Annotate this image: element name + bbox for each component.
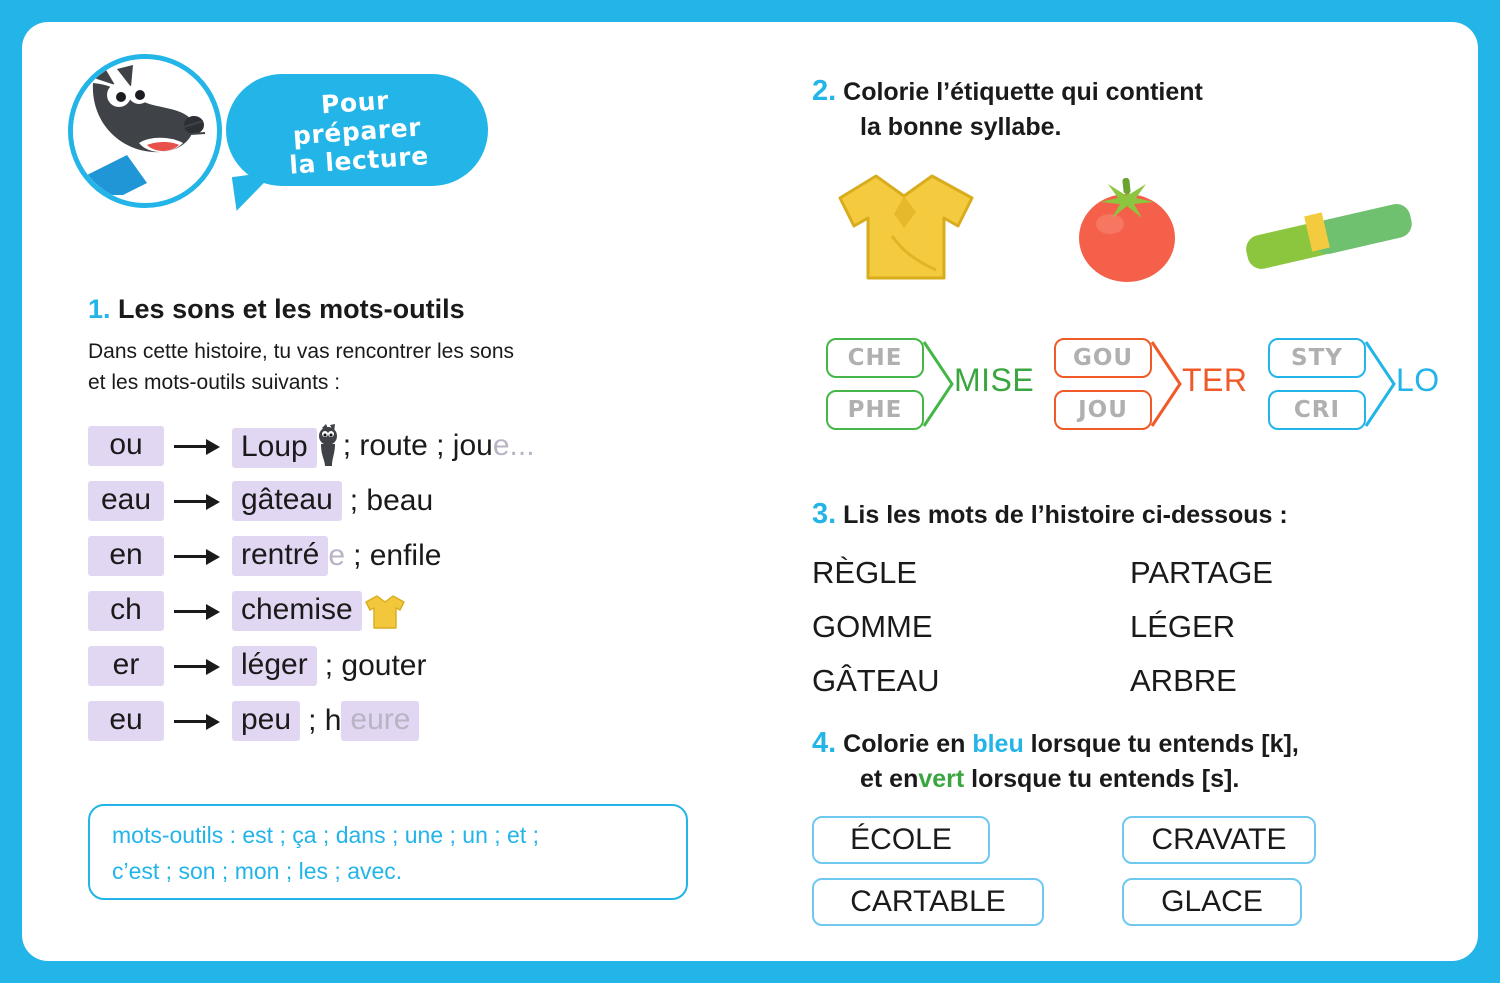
word-item: GOMME [812,609,933,644]
sound-key: eu [88,701,164,741]
sound-row [88,528,708,583]
section-1-heading [88,294,465,325]
section-3-number: 3. [812,498,837,530]
brace-icon [922,338,958,430]
sound-tail-faint: eure [341,701,419,741]
brace-icon [1364,338,1400,430]
section-1-title: Les sons et les mots-outils [118,294,465,324]
section-1-intro-line-2: et les mots-outils suivants : [88,371,341,394]
syllable-chip-che[interactable]: CHE [826,338,924,378]
word-item: LÉGER [1130,609,1236,644]
word-item: ARBRE [1130,663,1237,698]
speech-bubble [226,74,488,186]
section-1-intro-line-1: Dans cette histoire, tu vas rencontrer les sons [88,340,515,363]
sound-word-strong: rentré [232,536,328,576]
section-3-title: Lis les mots de l’histoire ci-dessous : [843,501,1288,529]
arrow-icon [170,486,226,516]
arrow-icon [170,541,226,571]
section-3-heading [812,498,1432,531]
brace-icon [1150,338,1186,430]
arrow-icon [170,431,226,461]
object-illustrations [812,166,1452,286]
sound-tail: ; enfile [353,538,442,572]
syllable-chip-phe[interactable]: PHE [826,390,924,430]
left-column [48,36,738,936]
sound-list [88,418,708,748]
section-1-intro [88,336,648,398]
mots-outils-words-1: est ; ça ; dans ; une ; un ; et ; [235,822,539,848]
sound-word-strong: gâteau [232,481,342,521]
syllable-chip-gou[interactable]: GOU [1054,338,1152,378]
sound-key: er [88,646,164,686]
sound-tail-faint: e... [492,428,535,462]
word-item: PARTAGE [1130,555,1273,590]
mots-outils-label: mots-outils : [112,822,236,848]
shirt-icon [832,166,992,284]
word-item: RÈGLE [812,555,918,590]
sound-tail: ; gouter [324,648,427,682]
sound-row [88,638,708,693]
sound-row [88,583,708,638]
sound-row [88,693,708,748]
speech-bubble-text [223,79,490,184]
colorable-word-cravate[interactable]: CRAVATE [1122,816,1316,864]
syllable-chip-cri[interactable]: CRI [1268,390,1366,430]
bubble-line-1: Pour [320,85,390,120]
sound-key: eau [88,481,164,521]
sound-word-rest: e [328,538,346,572]
section-4-title-a: Colorie en [843,730,973,758]
sound-key: en [88,536,164,576]
syllable-group-3 [1268,336,1468,434]
sound-word-strong: chemise [232,591,362,631]
colorable-word-glace[interactable]: GLACE [1122,878,1302,926]
syllable-ending-mise: MISE [954,362,1035,398]
wolf-illustration-icon [73,59,209,195]
crayon-icon [1242,184,1422,302]
sound-tail: ; h [308,703,342,737]
sound-word-strong: léger [232,646,317,686]
word-item: GÂTEAU [812,663,940,698]
syllable-ending-lo: LO [1396,362,1440,398]
right-column [792,36,1462,936]
wolf-avatar [68,54,222,208]
section-2-number: 2. [812,75,837,107]
sound-word-strong: Loup [232,428,317,468]
section-4-title-d: lorsque tu entends [s]. [964,765,1240,793]
sound-tail: ; beau [349,483,434,517]
shirt-small-icon [364,591,406,631]
sound-word [232,424,339,468]
colorable-word-cartable[interactable]: CARTABLE [812,878,1044,926]
word-list-column-2 [1130,546,1273,708]
section-1-number: 1. [88,294,111,324]
colorable-word-ecole[interactable]: ÉCOLE [812,816,990,864]
syllable-exercise [806,336,1456,436]
wolf-small-icon [313,424,343,466]
section-4-number: 4. [812,727,837,759]
section-4-heading [812,726,1442,797]
sound-row [88,418,708,473]
syllable-chip-jou[interactable]: JOU [1054,390,1152,430]
section-4-title-c: et en [860,765,919,793]
tomato-icon [1062,168,1192,286]
word-list-column-1 [812,546,939,708]
bubble-line-3: la lecture [288,141,430,180]
mots-outils-line-2: c’est ; son ; mon ; les ; avec. [112,858,403,884]
mots-outils-box [88,804,688,900]
mots-outils-line-1 [112,822,539,849]
arrow-icon [170,596,226,626]
sound-key: ou [88,426,164,466]
bubble-line-2: préparer [291,112,423,151]
section-2-title-line-1: Colorie l’étiquette qui contient [843,78,1203,106]
sound-key: ch [88,591,164,631]
sound-tail: ; route ; jou [342,428,493,462]
sound-word-strong: peu [232,701,300,741]
worksheet-sheet [22,22,1478,961]
syllable-ending-ter: TER [1182,362,1248,398]
arrow-icon [170,651,226,681]
section-4-word-bleu: bleu [972,730,1024,758]
sound-row [88,473,708,528]
section-2-heading [812,74,1332,145]
syllable-chip-sty[interactable]: STY [1268,338,1366,378]
section-4-title-b: lorsque tu entends [k], [1023,730,1299,758]
syllable-group-1 [826,336,1036,434]
section-2-title-line-2: la bonne syllabe. [860,113,1062,141]
syllable-group-2 [1054,336,1264,434]
section-4-word-vert: vert [918,765,965,793]
arrow-icon [170,706,226,736]
